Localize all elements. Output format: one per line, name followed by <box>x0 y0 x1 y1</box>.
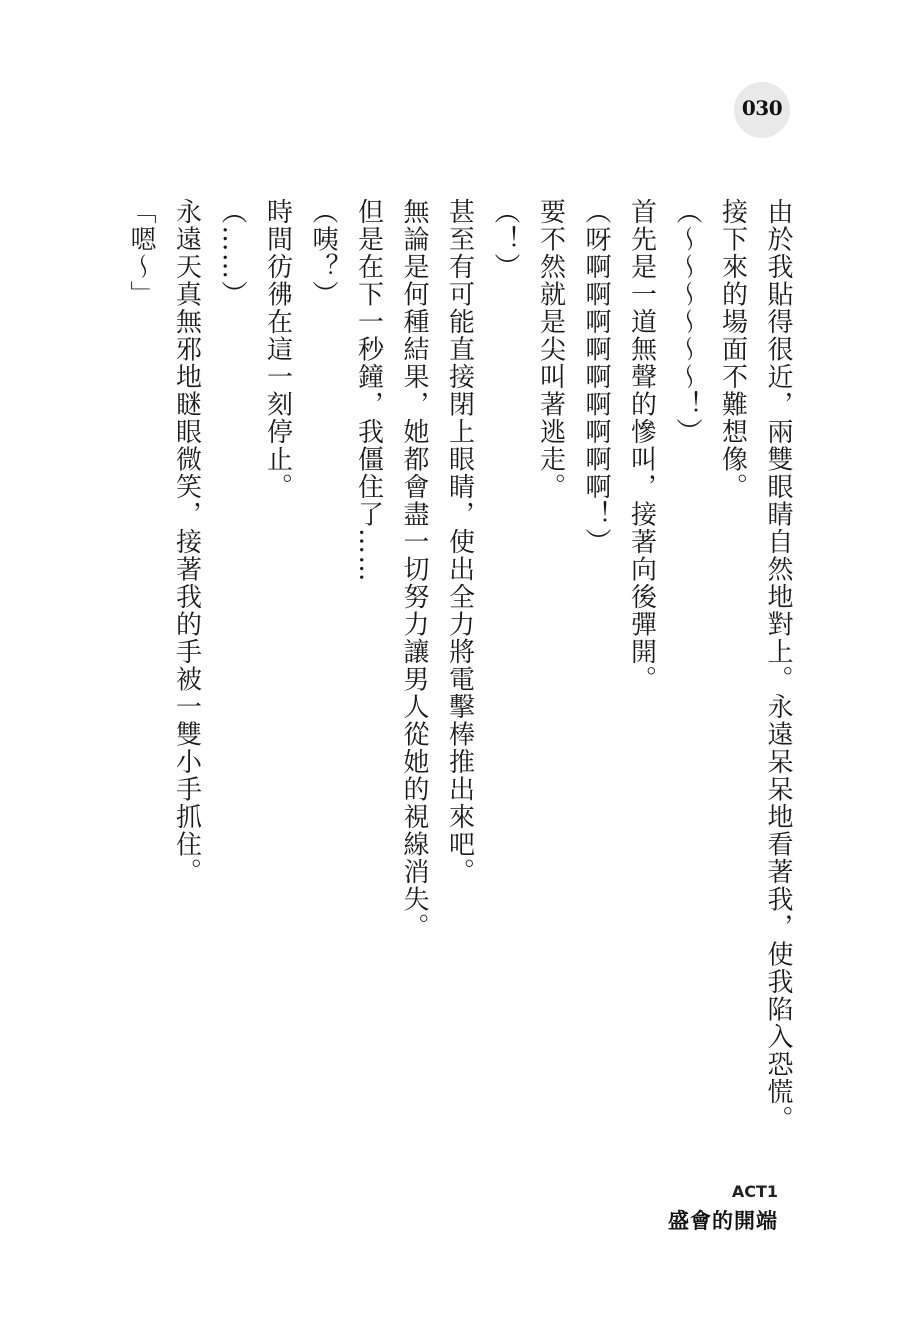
act-label: ACT1 <box>731 1182 778 1201</box>
paragraph: 由於我貼得很近，兩雙眼睛自然地對上。永遠呆呆地看著我，使我陷入恐慌。 <box>763 198 793 1133</box>
paragraph: 永遠天真無邪地瞇眼微笑，接著我的手被一雙小手抓住。 <box>171 198 202 886</box>
paragraph: 接下來的場面不難想像。 <box>717 198 748 501</box>
paragraph: （……） <box>217 198 247 308</box>
paragraph: 無論是何種結果，她都會盡一切努力讓男人從她的視線消失。 <box>399 198 429 941</box>
paragraph: 但是在下一秒鐘，我僵住了…… <box>353 198 384 583</box>
paragraph: 甚至有可能直接閉上眼睛，使出全力將電擊棒推出來吧。 <box>444 198 475 886</box>
vertical-text-body <box>126 198 800 1133</box>
paragraph: （～～～～～～！） <box>672 198 702 446</box>
paragraph: 「嗯～」 <box>126 198 156 308</box>
paragraph: 要不然就是尖叫著逃走。 <box>535 198 566 501</box>
paragraph: 首先是一道無聲的慘叫，接著向後彈開。 <box>626 198 657 693</box>
paragraph: （呀啊啊啊啊啊啊啊啊啊！） <box>581 198 611 556</box>
paragraph: （咦？） <box>308 198 338 308</box>
chapter-title: 盛會的開端 <box>668 1209 778 1233</box>
paragraph: 時間彷彿在這一刻停止。 <box>262 198 293 501</box>
paragraph: （！） <box>490 198 520 281</box>
page-number: 030 <box>741 96 783 120</box>
